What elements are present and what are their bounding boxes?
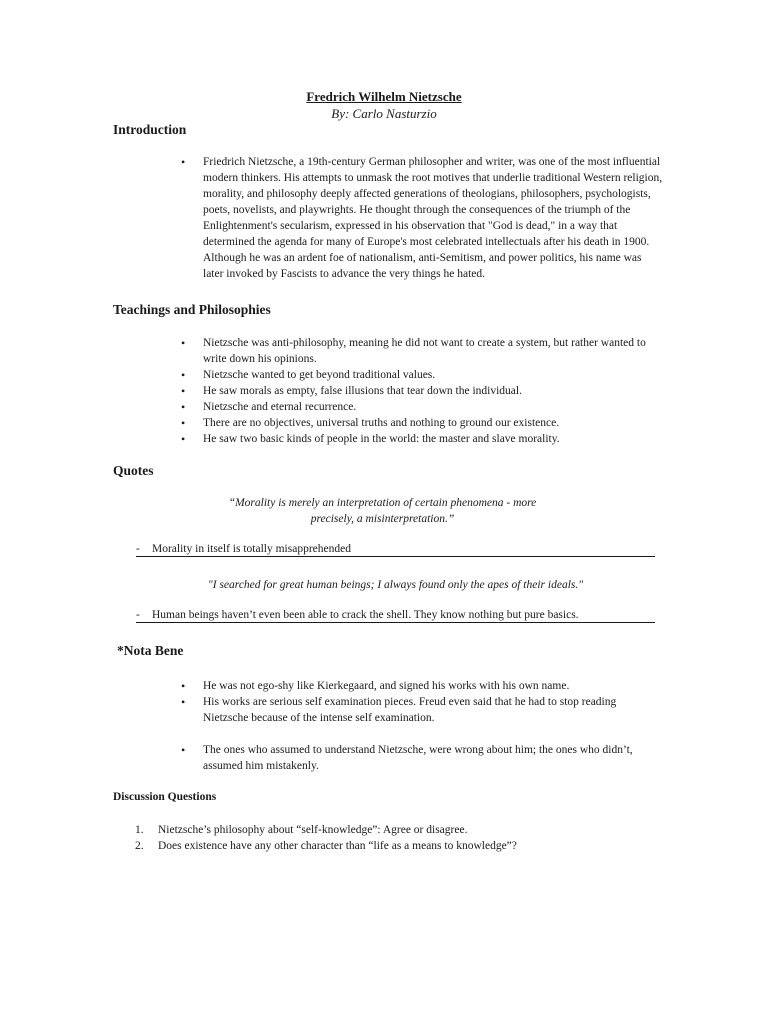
introduction-bullet: • Friedrich Nietzsche, a 19th-century German philosopher and writer, was one of the most influential modern thinkers. His attempts to unmask the root motives that underlie traditional Western religion, morality, and philosophy deeply affected generations of theologians, philosophers, psychologists, poets, novelists, and playwrights. He thought through the consequences of the triumph of the Enlightenment's secularism, expressed in his observation that "God is dead," in a way that determined the agenda for many of Europe's most celebrated intellectuals after his death in 1900. Although he was an ardent foe of nationalism, anti-Semitism, and power politics, his name was later invoked by Fascists to advance the very things he hated. (203, 154, 663, 282)
teachings-bullet: • There are no objectives, universal truths and nothing to ground our existence. (203, 415, 658, 431)
section-heading-introduction: Introduction (113, 122, 187, 137)
quote-2 (136, 577, 655, 593)
teachings-bullet: • He saw morals as empty, false illusions that tear down the individual. (203, 383, 658, 399)
quote-2-line-1: "I searched for great human beings; I always found only the apes of their ideals." (207, 579, 584, 591)
introduction-list (203, 154, 663, 282)
teachings-bullet: • Nietzsche and eternal recurrence. (203, 399, 658, 415)
quote-1-dash: - (136, 543, 140, 555)
quote-1-line-1: “Morality is merely an interpretation of certain phenomena - more (228, 497, 537, 509)
question-text: Does existence have any other character than “life as a means to knowledge”? (158, 840, 517, 852)
discussion-question (135, 838, 658, 854)
teachings-list (203, 335, 658, 447)
section-heading-quotes: Quotes (113, 463, 154, 478)
discussion-question (135, 822, 658, 838)
quote-2-dash: - (136, 609, 140, 621)
quote-2-comment-text: Human beings haven’t even been able to crack the shell. They know nothing but pure basics. (152, 609, 579, 621)
discussion-question-list (135, 822, 658, 854)
quote-1 (190, 495, 575, 527)
teachings-bullet: • He saw two basic kinds of people in the world: the master and slave morality. (203, 431, 658, 447)
nota-bene-bullet: • He was not ego-shy like Kierkegaard, and signed his works with his own name. (203, 678, 663, 694)
quote-1-line-2: precisely, a misinterpretation.” (310, 513, 455, 525)
question-number: 1. (135, 824, 144, 836)
question-number: 2. (135, 840, 144, 852)
document-byline: By: Carlo Nasturzio (331, 106, 437, 121)
document-title: Fredrich Wilhelm Nietzsche (306, 89, 462, 104)
section-heading-nota-bene: *Nota Bene (117, 643, 184, 658)
quote-1-comment-text: Morality in itself is totally misapprehended (152, 543, 351, 555)
nota-bene-bullet: • His works are serious self examination pieces. Freud even said that he had to stop reading Nietzsche because of the intense self examination. (203, 694, 663, 726)
section-heading-teachings: Teachings and Philosophies (113, 302, 271, 317)
nota-bene-bullet: • The ones who assumed to understand Nietzsche, were wrong about him; the ones who didn’t, assumed him mistakenly. (203, 742, 663, 774)
quote-1-comment (136, 543, 655, 557)
nota-bene-list (203, 678, 663, 774)
question-text: Nietzsche’s philosophy about “self-knowledge”: Agree or disagree. (158, 824, 468, 836)
section-heading-discussion: Discussion Questions (113, 791, 217, 803)
quote-2-comment (136, 609, 655, 623)
teachings-bullet: • Nietzsche wanted to get beyond traditional values. (203, 367, 658, 383)
teachings-bullet: • Nietzsche was anti-philosophy, meaning he did not want to create a system, but rather wanted to write down his opinions. (203, 335, 658, 367)
